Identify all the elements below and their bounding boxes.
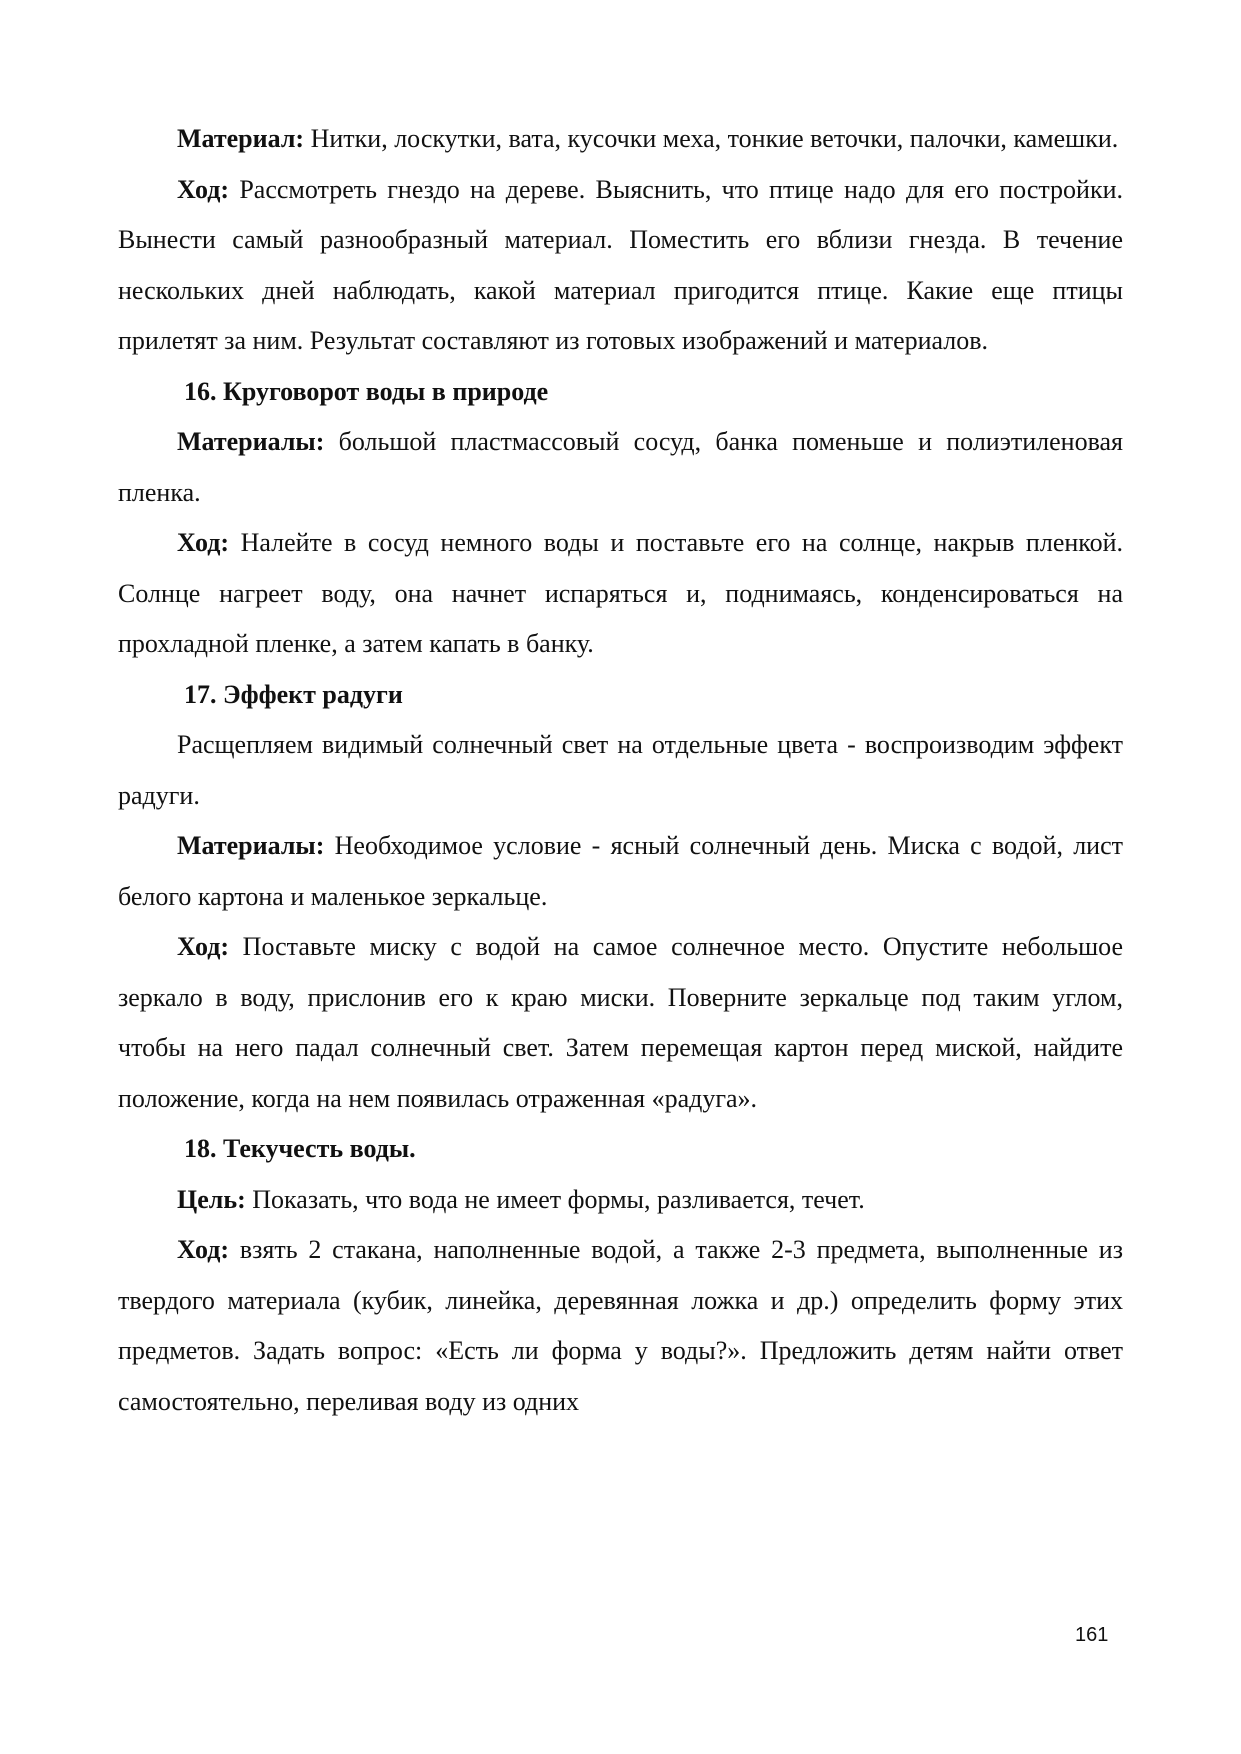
procedure-label: Ход:: [177, 932, 230, 961]
materials-label: Материалы:: [177, 427, 325, 456]
procedure-paragraph: [118, 922, 1123, 1124]
material-paragraph: [118, 114, 1123, 165]
section-heading-18: 18. Текучесть воды.: [184, 1134, 416, 1163]
materials-paragraph: [118, 417, 1123, 518]
procedure-text: взять 2 стакана, наполненные водой, а также 2-3 предмета, выполненные из твердого материала (кубик, линейка, деревянная ложка и др.) определить форму этих предметов. Задать вопрос: «Есть ли форма у воды?». Предложить детям найти ответ самостоятельно, переливая воду из одних: [118, 1235, 1123, 1416]
section-heading-17: 17. Эффект радуги: [184, 679, 403, 709]
materials-paragraph: [118, 821, 1123, 922]
goal-label: Цель:: [177, 1184, 246, 1214]
procedure-text: Рассмотреть гнездо на дереве. Выяснить, что птице надо для его постройки. Вынести самый разнообразный материал. Поместить его вблизи гнезда. В течение нескольких дней наблюдать, какой материал пригодится птице. Какие еще птицы прилетят за ним. Результат составляют из готовых изображений и материалов.: [118, 174, 1123, 355]
document-page: [118, 114, 1123, 1427]
goal-paragraph: [118, 1175, 1123, 1226]
procedure-label: Ход:: [177, 528, 230, 557]
page-number: 161: [1075, 1624, 1109, 1646]
procedure-paragraph: [118, 165, 1123, 367]
materials-label: Материалы:: [177, 831, 325, 860]
materials-text: большой пластмассовый сосуд, банка поменьше и полиэтиленовая пленка.: [118, 427, 1123, 507]
procedure-label: Ход:: [177, 174, 230, 204]
goal-text: Показать, что вода не имеет формы, разливается, течет.: [245, 1184, 865, 1214]
intro-paragraph: Расщепляем видимый солнечный свет на отдельные цвета - воспроизводим эффект радуги.: [118, 730, 1123, 810]
materials-text: Необходимое условие - ясный солнечный день. Миска с водой, лист белого картона и маленькое зеркальце.: [118, 831, 1123, 911]
procedure-paragraph: [118, 518, 1123, 670]
procedure-paragraph: [118, 1225, 1123, 1427]
material-text: Нитки, лоскутки, вата, кусочки меха, тонкие веточки, палочки, камешки.: [304, 124, 1119, 153]
procedure-label: Ход:: [177, 1235, 230, 1264]
procedure-text: Поставьте миску с водой на самое солнечное место. Опустите небольшое зеркало в воду, прислонив его к краю миски. Поверните зеркальце под таким углом, чтобы на него падал солнечный свет. Затем перемещая картон перед миской, найдите положение, когда на нем появилась отраженная «радуга».: [118, 932, 1123, 1113]
material-label: Материал:: [177, 124, 305, 153]
procedure-text: Налейте в сосуд немного воды и поставьте его на солнце, накрыв пленкой. Солнце нагреет воду, она начнет испаряться и, поднимаясь, конденсироваться на прохладной пленке, а затем капать в банку.: [118, 528, 1123, 658]
section-heading-16: 16. Круговорот воды в природе: [184, 376, 549, 406]
